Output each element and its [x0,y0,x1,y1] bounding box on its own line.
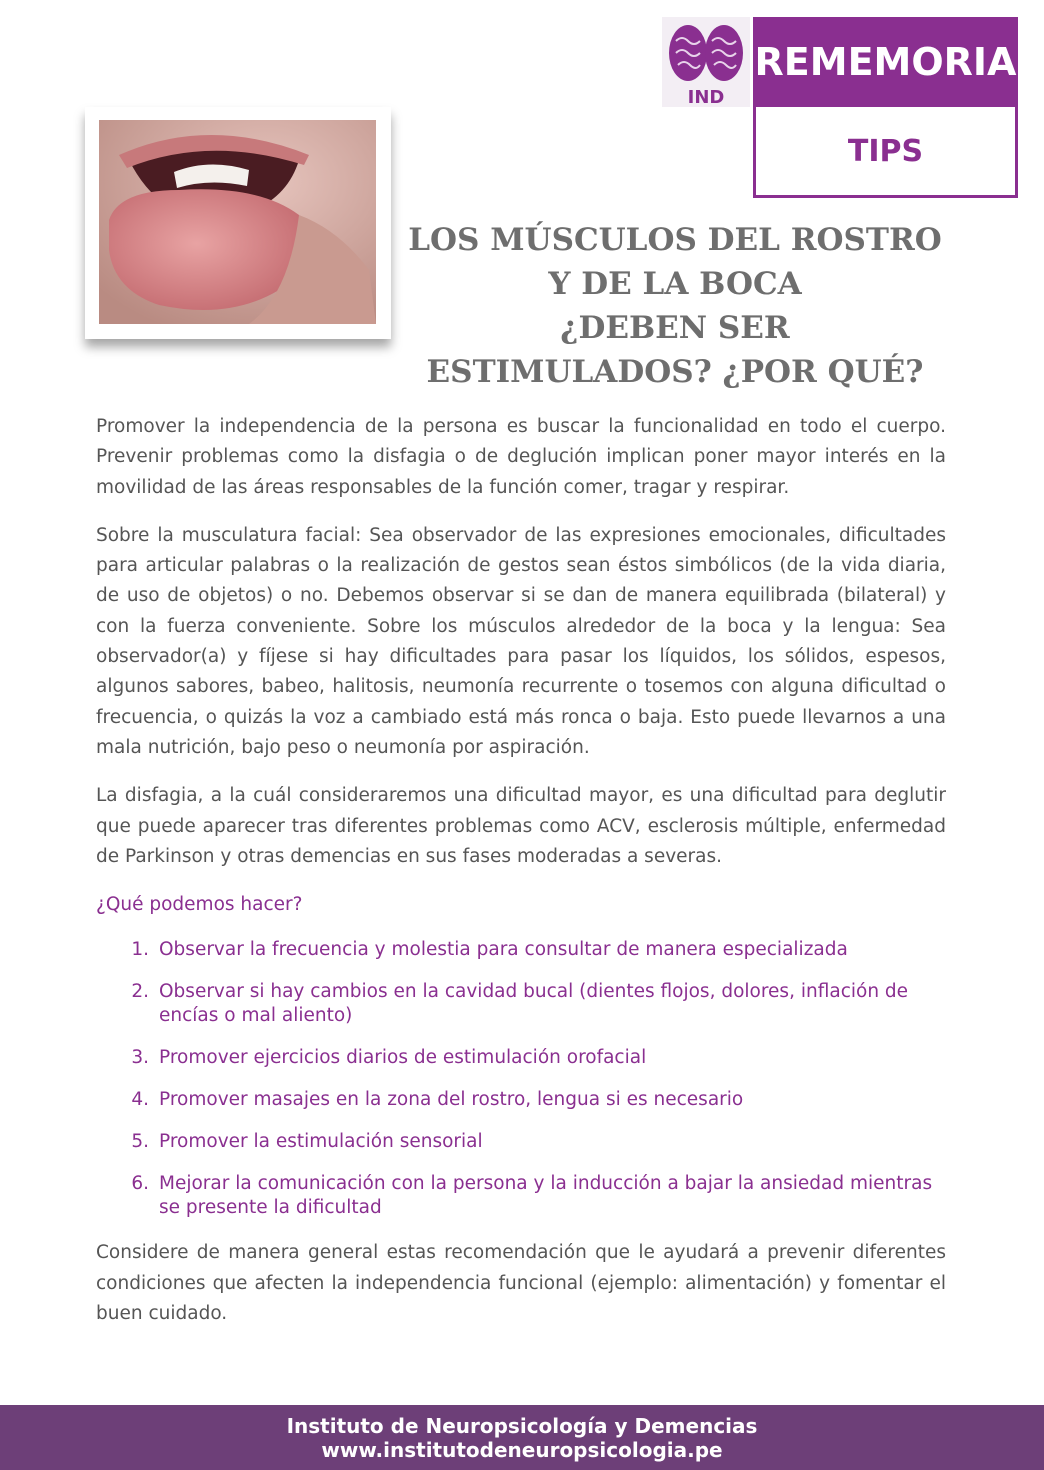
page-title [400,218,950,394]
brand-badge [753,17,1018,107]
list-item: Promover masajes en la zona del rostro, lengua si es necesario [159,1089,744,1111]
brand-name: REMEMORIA [754,40,1017,84]
list-item: Observar la frecuencia y molestia para consultar de manera especializada [159,939,848,961]
svg-text:IND: IND [687,87,725,107]
title-line: LOS MÚSCULOS DEL ROSTRO [408,222,942,258]
section-label: TIPS [847,133,924,169]
footer-bar [0,1405,1044,1470]
paragraph-musculature: Sobre la musculatura facial: Sea observador de las expresiones emocionales, dificultades para articular palabras o la realización de gestos sean éstos simbólicos (de la vida diaria, de uso de objetos) o no. Debemos observar si se dan de manera equilibrada (bilateral) y con la fuerza conveniente. Sobre los músculos alrededor de la boca y la lengua: Sea observador(a) y fíjese si hay dificultades para pasar los líquidos, los sólidos, espesos, algunos sabores, babeo, halitosis, neumonía recurrente o tosemos con alguna dificultad o frecuencia, o quizás la voz a cambiado está más ronca o baja. Esto puede llevarnos a una mala nutrición, bajo peso o neumonía por aspiración. [96,524,946,758]
list-item: Promover la estimulación sensorial [159,1131,483,1153]
paragraph-intro: Promover la independencia de la persona es buscar la funcionalidad en todo el cuerpo. Prevenir problemas como la disfagia o de deglución implican poner mayor interés en la movilidad de las áreas responsables de la función comer, tragar y respirar. [96,416,946,498]
section-badge [753,107,1018,198]
photo-frame [85,107,391,339]
paragraph-closing: Considere de manera general estas recomendación que le ayudará a prevenir diferentes condiciones que afecten la independencia funcional (ejemplo: alimentación) y fomentar el buen cuidado. [96,1242,946,1325]
article-body [96,412,946,1347]
title-line: ¿DEBEN SER [560,310,790,346]
question-heading: ¿Qué podemos hacer? [96,894,303,916]
list-item: Mejorar la comunicación con la persona y la inducción a bajar la ansiedad mientras se presente la dificultad [159,1173,933,1219]
institute-logo [662,17,750,107]
mouth-tongue-photo [99,120,376,324]
footer-institute: Instituto de Neuropsicología y Demencias [286,1413,758,1438]
list-item: Observar si hay cambios en la cavidad bucal (dientes flojos, dolores, inflación de encías o mal aliento) [159,981,909,1027]
tips-list [96,938,946,1220]
brain-logo-icon [662,17,750,107]
footer-website[interactable]: www.institutodeneuropsicologia.pe [321,1437,723,1462]
title-line: ESTIMULADOS? ¿POR QUÉ? [426,354,924,390]
list-item: Promover ejercicios diarios de estimulación orofacial [159,1047,647,1069]
paragraph-dysphagia: La disfagia, a la cuál consideraremos una dificultad mayor, es una dificultad para deglutir que puede aparecer tras diferentes problemas como ACV, esclerosis múltiple, enfermedad de Parkinson y otras demencias en sus fases moderadas a severas. [96,785,946,867]
title-line: Y DE LA BOCA [548,266,802,302]
